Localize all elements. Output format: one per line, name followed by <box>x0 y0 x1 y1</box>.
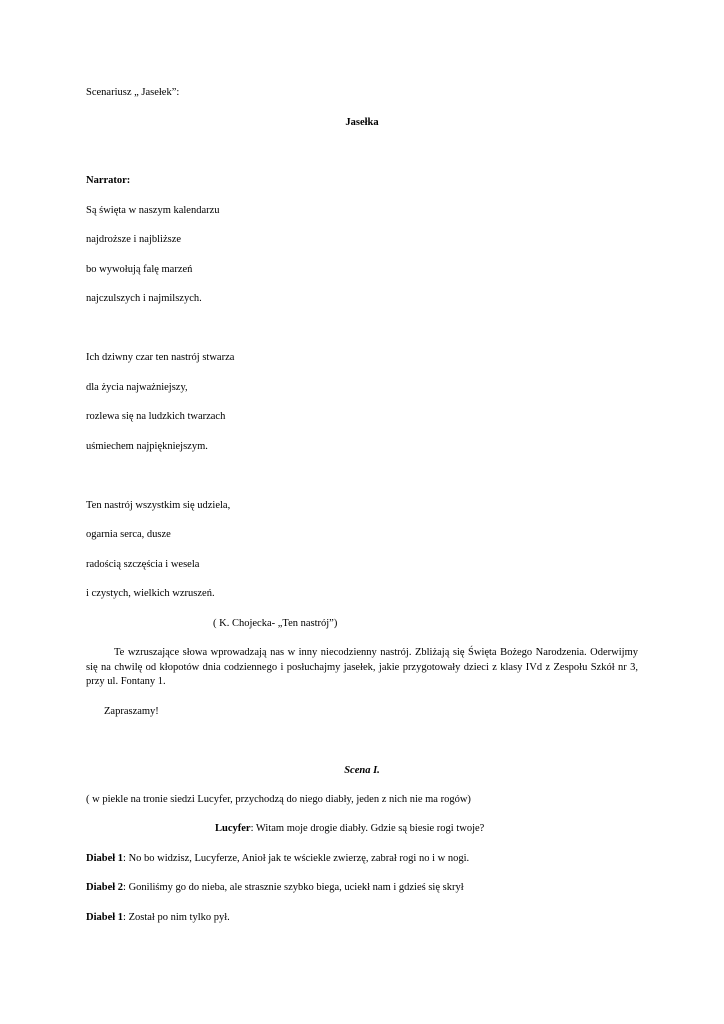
dialogue-line-diabel-1 <box>86 911 230 925</box>
scenario-title: Scenariusz „ Jasełek”: <box>86 87 180 98</box>
dialogue-line-diabel-1 <box>86 852 469 866</box>
poem-line: Są święta w naszym kalendarzu <box>86 205 220 216</box>
speaker-name: Lucyfer <box>215 823 251 834</box>
intro-paragraph: Te wzruszające słowa wprowadzają nas w inny niecodzienny nastrój. Zbliżają się Święta Bożego Narodzenia. Oderwijmy się na chwilę od kłopotów dnia codziennego i posłuchajmy jasełek, jakie przygotowały dzieci z klasy IVd z Zespołu Szkół nr 3, przy ul. Fontany 1. <box>86 647 638 687</box>
poem-line: ogarnia serca, dusze <box>86 529 171 540</box>
poem-line: Ten nastrój wszystkim się udziela, <box>86 500 231 511</box>
poem-line: i czystych, wielkich wzruszeń. <box>86 588 215 599</box>
poem-line: bo wywołują falę marzeń <box>86 264 193 275</box>
stage-direction: ( w piekle na tronie siedzi Lucyfer, przychodzą do niego diabły, jeden z nich nie ma rogów) <box>86 794 471 805</box>
poem-citation: ( K. Chojecka- „Ten nastrój”) <box>213 618 338 629</box>
poem-line: rozlewa się na ludzkich twarzach <box>86 411 226 422</box>
page-title: Jasełka <box>345 117 379 128</box>
dialogue-text: : No bo widzisz, Lucyferze, Anioł jak te wściekle zwierzę, zabrał rogi no i w nogi. <box>123 853 470 864</box>
poem-line: Ich dziwny czar ten nastrój stwarza <box>86 352 235 363</box>
speaker-name: Diabeł 1 <box>86 912 124 923</box>
speaker-name: Diabeł 2 <box>86 882 124 893</box>
speaker-name: Diabeł 1 <box>86 853 124 864</box>
dialogue-text: : Goniliśmy go do nieba, ale strasznie szybko biega, uciekł nam i gdzieś się skrył <box>123 882 464 893</box>
scene-title: Scena I. <box>344 765 380 776</box>
poem-line: najczulszych i najmilszych. <box>86 293 202 304</box>
poem-line: uśmiechem najpiękniejszym. <box>86 441 208 452</box>
poem-line: najdroższe i najbliższe <box>86 234 182 245</box>
dialogue-line-diabel-2 <box>86 881 464 895</box>
invitation-text: Zapraszamy! <box>104 706 159 717</box>
dialogue-line-lucyfer <box>215 822 484 836</box>
dialogue-text: : Został po nim tylko pył. <box>123 912 230 923</box>
poem-line: dla życia najważniejszy, <box>86 382 188 393</box>
narrator-label: Narrator: <box>86 175 131 186</box>
dialogue-text: : Witam moje drogie diabły. Gdzie są biesie rogi twoje? <box>250 823 485 834</box>
poem-line: radością szczęścia i wesela <box>86 559 200 570</box>
